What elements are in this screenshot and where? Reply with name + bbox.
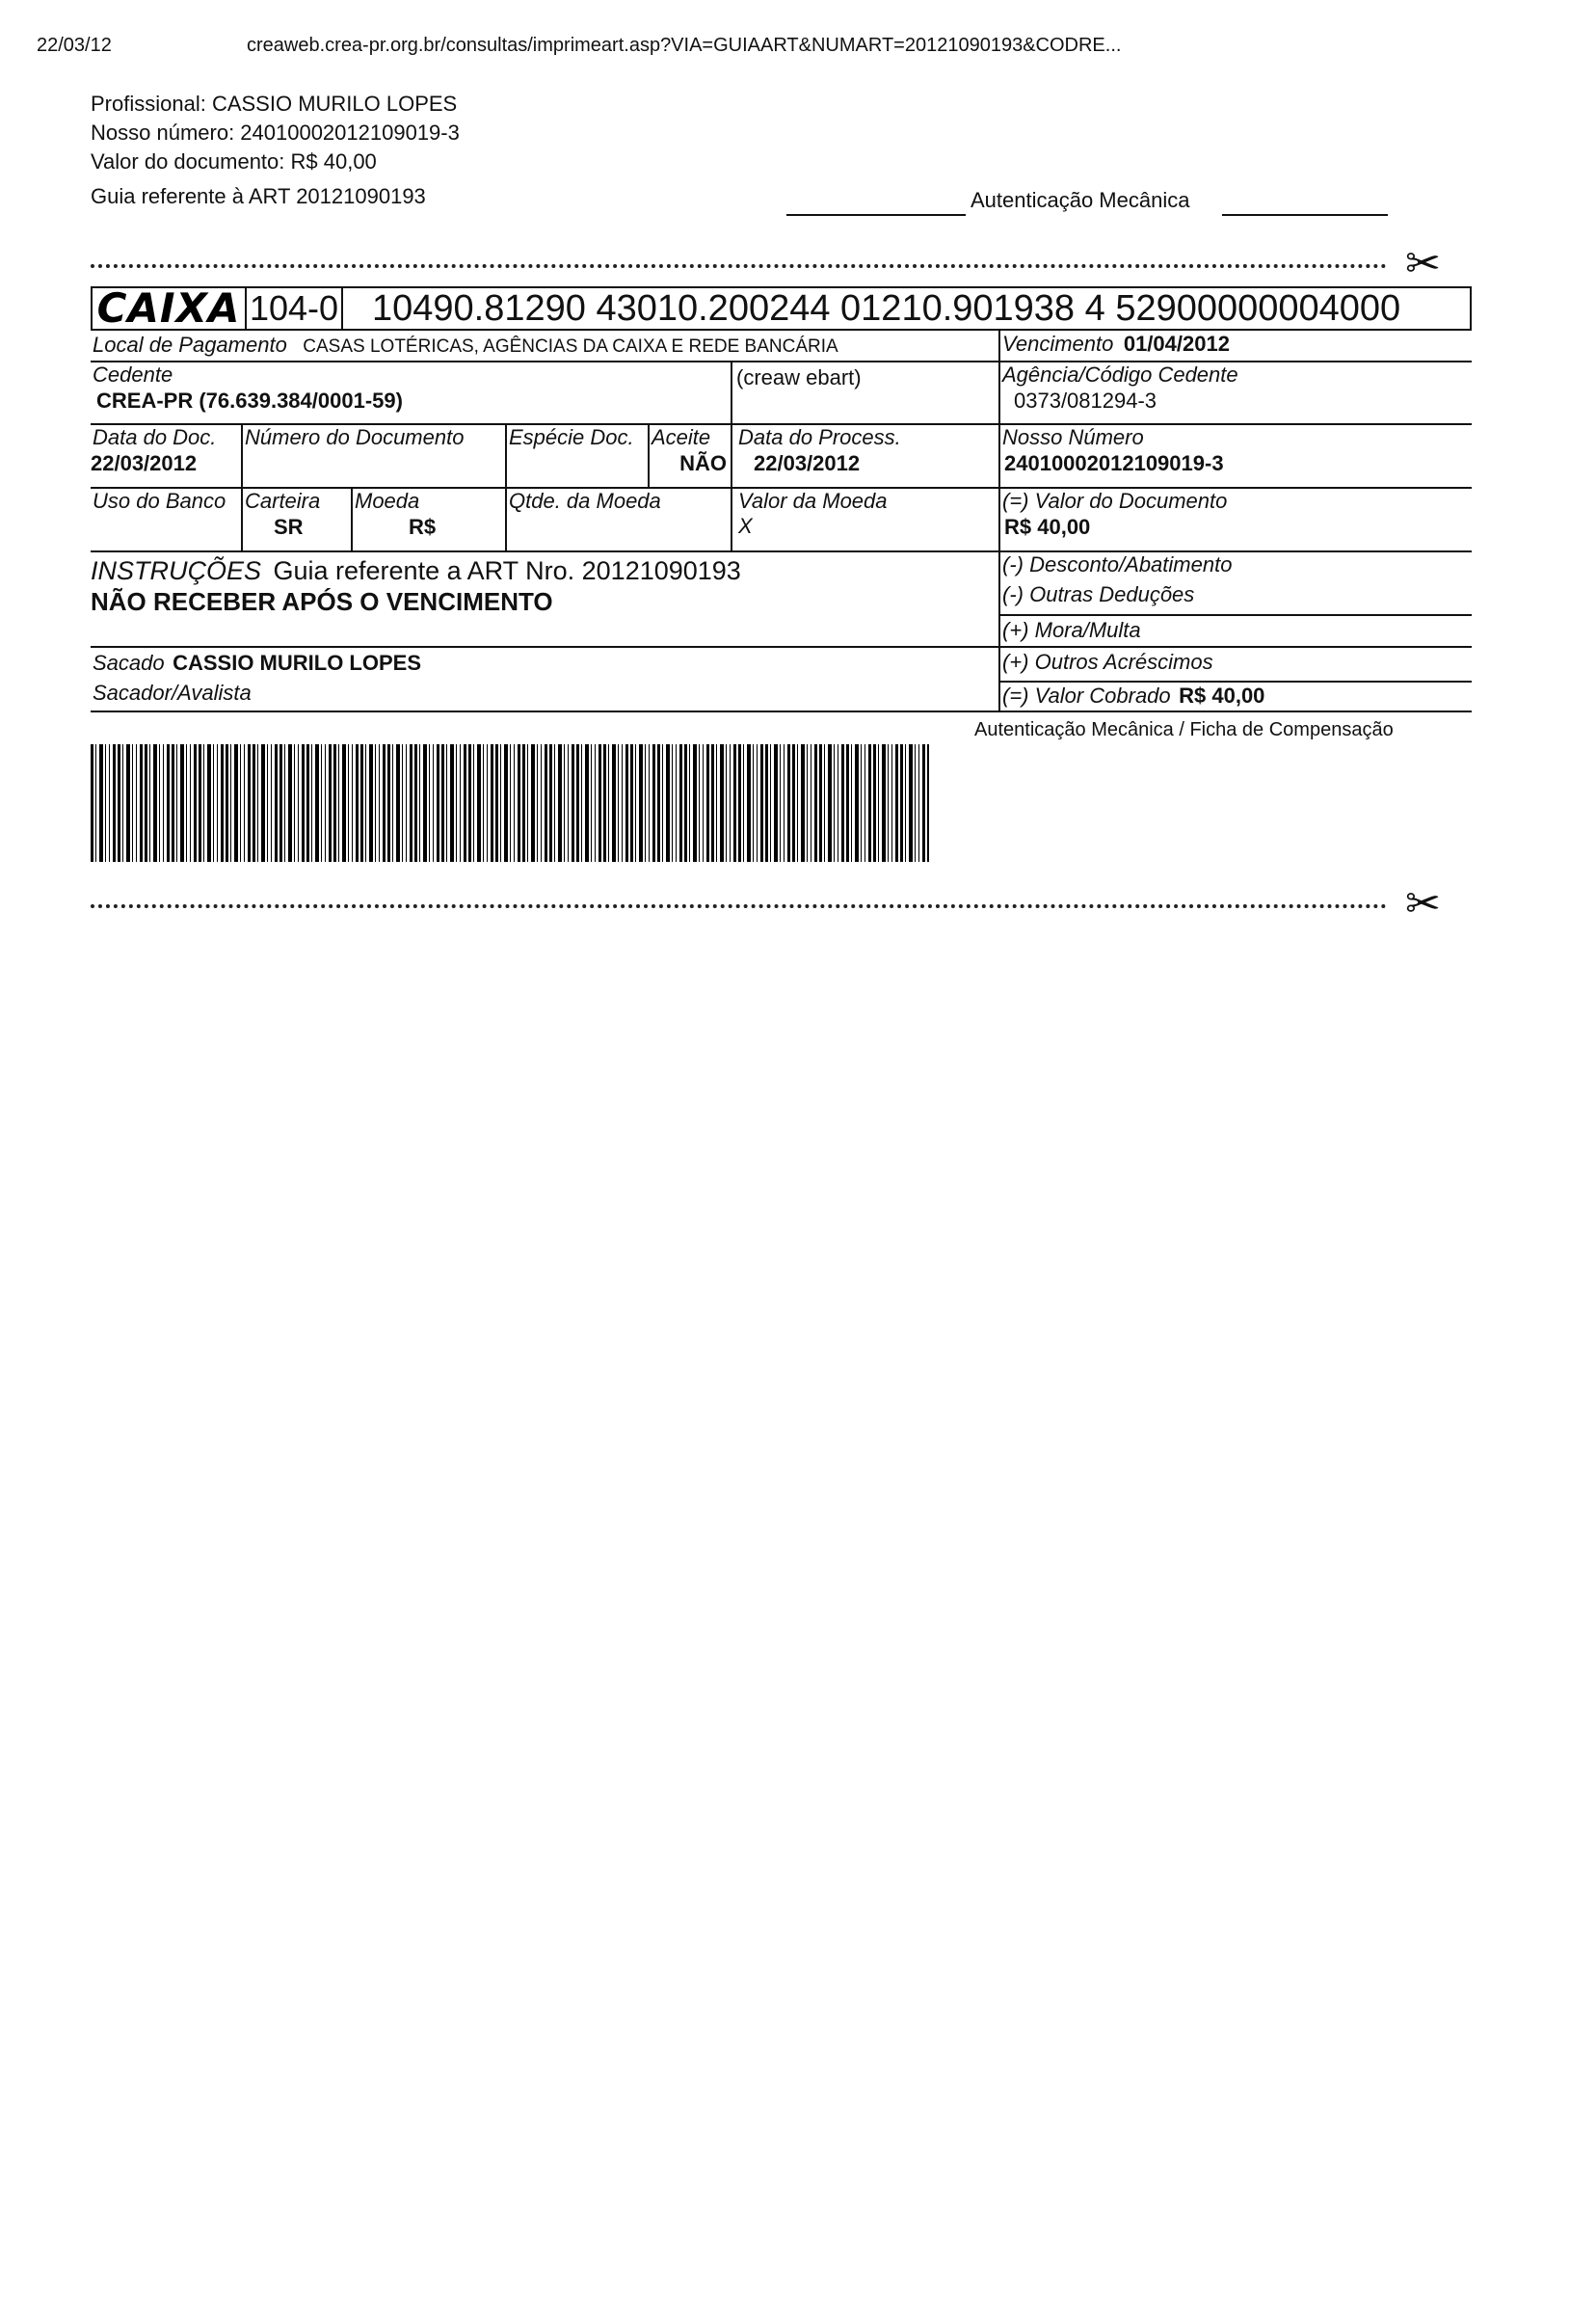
doc-value-label: (=) Valor do Documento — [1002, 489, 1228, 513]
doc-value-value: R$ 40,00 — [1004, 515, 1091, 539]
cedente-value: CREA-PR (76.639.384/0001-59) — [96, 389, 403, 413]
currency-value: R$ — [409, 515, 437, 539]
boleto-form — [91, 286, 1472, 712]
due-value: 01/04/2012 — [1123, 332, 1230, 356]
currency-value-cell — [736, 489, 888, 539]
instructions-text: Guia referente a ART Nro. 20121090193 — [273, 556, 741, 585]
fine-label: (+) Mora/Multa — [1002, 618, 1141, 642]
cedente-cell — [91, 362, 732, 423]
wallet-value: SR — [274, 515, 304, 539]
our-number-label: Nosso Número — [1002, 425, 1144, 449]
row-bank-use — [91, 489, 1472, 552]
payer-value: CASSIO MURILO LOPES — [173, 651, 421, 675]
deductions-subrow — [1000, 552, 1472, 616]
species-cell — [507, 425, 650, 487]
agency-cell — [998, 362, 1472, 423]
print-url: creaweb.crea-pr.org.br/consultas/imprimeart.asp?VIA=GUIAART&NUMART=20121090193&CODRE... — [247, 35, 1122, 56]
print-date: 22/03/12 — [37, 35, 112, 56]
payer-label: Sacado — [93, 651, 165, 675]
accept-value: NÃO — [679, 451, 727, 475]
receipt-doc-value: Valor do documento: R$ 40,00 — [91, 149, 377, 174]
auth-line-right — [1222, 214, 1388, 216]
caixa-logo: CAIXA — [93, 288, 247, 329]
cut-line-top — [91, 264, 1387, 268]
scissors-icon: ✂ — [1405, 880, 1441, 927]
our-number-cell — [998, 425, 1472, 487]
currency-label: Moeda — [355, 489, 420, 513]
process-date-value: 22/03/2012 — [754, 451, 861, 475]
currency-value-label: Valor da Moeda — [738, 489, 888, 513]
other-deductions-label: (-) Outras Deduções — [1002, 582, 1195, 606]
digitable-line: 10490.81290 43010.200244 01210.901938 4 52900000004000 — [372, 288, 1401, 329]
due-label: Vencimento — [1002, 332, 1114, 356]
barcode — [91, 744, 929, 862]
doc-value-cell — [998, 489, 1472, 550]
agency-label: Agência/Código Cedente — [1002, 362, 1238, 387]
currency-qty-cell — [507, 489, 732, 550]
discount-label: (-) Desconto/Abatimento — [1002, 552, 1233, 577]
bank-use-cell — [91, 489, 243, 550]
receipt-auth-label: Autenticação Mecânica — [971, 188, 1190, 212]
scissors-icon: ✂ — [1405, 240, 1441, 287]
guarantor-label: Sacador/Avalista — [93, 681, 252, 705]
cedente-label: Cedente — [93, 362, 173, 387]
charged-label: (=) Valor Cobrado — [1002, 684, 1171, 708]
row-cedente — [91, 362, 1472, 425]
deductions-block — [998, 552, 1472, 646]
bank-use-label: Uso do Banco — [93, 489, 226, 513]
row-doc-data — [91, 425, 1472, 489]
other-additions-label: (+) Outros Acréscimos — [1002, 650, 1213, 674]
accept-cell — [650, 425, 732, 487]
wallet-cell — [243, 489, 353, 550]
cedente-note: (creaw ebart) — [736, 365, 862, 389]
doc-date-label: Data do Doc. — [93, 425, 217, 449]
receipt-our-number: Nosso número: 24010002012109019-3 — [91, 121, 460, 145]
row-payment-place — [91, 331, 1472, 362]
receipt-guide-ref: Guia referente à ART 20121090193 — [91, 184, 426, 208]
instructions-label: INSTRUÇÕES — [91, 556, 262, 585]
doc-date-value: 22/03/2012 — [91, 451, 198, 475]
bank-code: 104-0 — [247, 288, 343, 329]
wallet-label: Carteira — [245, 489, 321, 513]
currency-cell — [353, 489, 507, 550]
currency-value-value: X — [738, 514, 753, 538]
doc-date-cell — [91, 425, 243, 487]
doc-number-label: Número do Documento — [245, 425, 465, 449]
accept-label: Aceite — [652, 425, 711, 449]
process-date-cell — [736, 425, 901, 477]
species-label: Espécie Doc. — [509, 425, 634, 449]
cut-line-bottom — [91, 904, 1387, 908]
due-cell — [998, 331, 1472, 361]
auth-line-left — [786, 214, 966, 216]
instructions-warning: NÃO RECEBER APÓS O VENCIMENTO — [91, 587, 553, 616]
receipt-professional: Profissional: CASSIO MURILO LOPES — [91, 92, 458, 116]
currency-qty-label: Qtde. da Moeda — [509, 489, 661, 513]
our-number-value: 24010002012109019-3 — [1004, 451, 1224, 475]
additions-subrow — [1000, 648, 1472, 683]
row-payer — [91, 648, 1472, 712]
payment-place-label: Local de Pagamento — [93, 333, 287, 357]
footer-auth: Autenticação Mecânica / Ficha de Compensação — [974, 719, 1394, 740]
doc-number-cell — [243, 425, 507, 487]
row-instructions — [91, 552, 1472, 648]
agency-value: 0373/081294-3 — [1014, 389, 1157, 413]
totals-block — [998, 648, 1472, 711]
boleto-header-bar — [91, 286, 1472, 331]
charged-value: R$ 40,00 — [1179, 684, 1265, 708]
process-date-label: Data do Process. — [738, 425, 901, 449]
payment-place-value: CASAS LOTÉRICAS, AGÊNCIAS DA CAIXA E REDE BANCÁRIA — [303, 336, 838, 357]
